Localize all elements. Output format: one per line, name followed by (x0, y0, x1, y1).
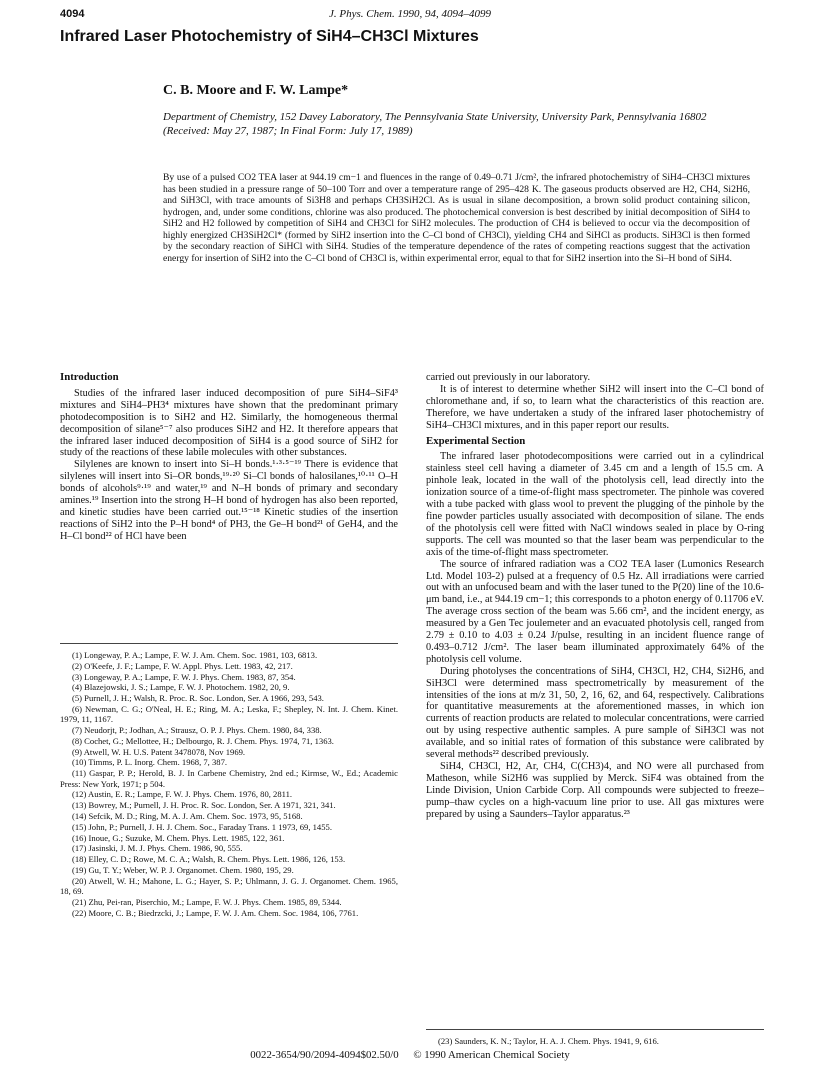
right-column (426, 372, 764, 821)
references-left-list (60, 650, 398, 918)
references-right-divider (426, 1029, 764, 1030)
reference-item: (10) Timms, P. L. Inorg. Chem. 1968, 7, 387. (72, 757, 228, 768)
reference-item: (11) Gaspar, P. P.; Herold, B. J. In Carbene Chemistry, 2nd ed.; Kirmse, W., Ed.; Academic Press: New York, 1971; p 504. (60, 768, 398, 789)
right-paragraph-0: carried out previously in our laboratory. (426, 372, 591, 383)
authors: C. B. Moore and F. W. Lampe* (163, 83, 349, 98)
reference-item: (16) Inoue, G.; Suzuke, M. Chem. Phys. Lett. 1985, 122, 361. (72, 832, 285, 843)
reference-item: (23) Saunders, K. N.; Taylor, H. A. J. Chem. Phys. 1941, 9, 616. (438, 1036, 659, 1046)
reference-item: (5) Purnell, J. H.; Walsh, R. Proc. R. Soc. London, Ser. A 1966, 293, 543. (72, 693, 324, 704)
reference-item: (18) Elley, C. D.; Rowe, M. C. A.; Walsh, R. Chem. Phys. Lett. 1986, 126, 153. (72, 854, 346, 865)
reference-item: (15) John, P.; Purnell, J. H. J. Chem. Soc., Faraday Trans. 1 1973, 69, 1455. (72, 821, 332, 832)
page-number: 4094 (60, 8, 85, 20)
reference-item: (4) Blazejowski, J. S.; Lampe, F. W. J. Photochem. 1982, 20, 9. (72, 682, 290, 693)
footer-code: 0022-3654/90/2094-4094$02.50/0 (250, 1049, 399, 1061)
page-footer (0, 1049, 820, 1061)
references-right (426, 1029, 764, 1046)
references-divider (60, 643, 398, 644)
intro-paragraph-2: Silylenes are known to insert into Si–H bonds.¹·³·⁵⁻¹⁹ There is evidence that silylenes will insert into Si–OR bonds,¹⁹·²⁰ Si–Cl bonds of halosilanes,¹⁰·¹¹ O–H bonds of alcohols⁹·¹⁹ and water,¹⁹ and N–H bonds of primary and secondary amines.¹⁹ Insertion into the strong H–H bond of hydrogen has also been reported, and kinetic studies have been carried out.¹⁵⁻¹⁸ Kinetic studies of the insertion reactions of SiH2 into the P–H bond⁴ of PH3, the Ge–H bond²¹ of GeH4, and the H–Cl bond²² of HCl have been (60, 459, 398, 542)
reference-item: (1) Longeway, P. A.; Lampe, F. W. J. Am. Chem. Soc. 1981, 103, 6813. (72, 650, 318, 660)
experimental-paragraph-1: The infrared laser photodecompositions were carried out in a cylindrical stainless steel cell having a diameter of 3.45 cm and a length of 15.5 cm. A pinhole leak, located in the wall of the photolysis cell, lead directly into the ionization source of a time-of-flight mass spectrometer. The pinhole was covered with a tube packed with glass wool to prevent the plugging of the pinhole by the fine powder particles usually associated with decomposition of silane. The ends of the photolysis cell were fitted with NaCl windows sealed in place by O-ring supports. The cell was mounted so that the laser beam was perpendicular to the axis of the time-of-flight mass spectrometer. (426, 451, 764, 558)
journal-citation: J. Phys. Chem. 1990, 94, 4094–4099 (329, 8, 491, 20)
reference-item: (14) Sefcik, M. D.; Ring, M. A. J. Am. Chem. Soc. 1973, 95, 5168. (72, 810, 303, 821)
article-title: Infrared Laser Photochemistry of SiH4–CH3Cl Mixtures (60, 28, 479, 45)
references-left (60, 643, 398, 918)
footer-copyright: © 1990 American Chemical Society (413, 1049, 570, 1061)
reference-item: (9) Atwell, W. H. U.S. Patent 3478078, Nov 1969. (72, 746, 246, 757)
experimental-heading: Experimental Section (426, 434, 526, 447)
reference-item: (12) Austin, E. R.; Lampe, F. W. J. Phys. Chem. 1976, 80, 2811. (72, 789, 293, 800)
reference-item: (8) Cochet, G.; Mellottee, H.; Delbourgo, R. J. Chem. Phys. 1974, 71, 1363. (72, 735, 334, 746)
reference-item: (2) O'Keefe, J. F.; Lampe, F. W. Appl. Phys. Lett. 1983, 42, 217. (72, 660, 293, 671)
reference-item: (20) Atwell, W. H.; Mahone, L. G.; Hayer, S. P.; Uhlmann, J. G. J. Organomet. Chem. 1965, 18, 69. (60, 875, 398, 897)
experimental-paragraph-3: During photolyses the concentrations of SiH4, CH3Cl, H2, CH4, Si2H6, and SiH3Cl were determined mass spectrometrically by measurement of the intensities of the ions at m/z 31, 50, 2, 16, 62, and 64, respectively. Calibrations for quantitative measurements at the aforementioned masses, in which ion currents of reaction products are related to molecular concentrations, were carried out by using respective authentic samples. A pure sample of SiH3Cl was not available, and so initial rates of formation of this substance were calibrated by several methods²² described previously. (426, 665, 764, 761)
right-paragraph-1: It is of interest to determine whether SiH2 will insert into the C–Cl bond of chloromethane and, if so, to learn what the characteristics of this reaction are. Therefore, we have undertaken a study of the infrared laser photochemistry of SiH4–CH3Cl mixtures, and in this paper report our results. (426, 383, 764, 431)
left-column (60, 372, 398, 543)
references-right-list (426, 1036, 764, 1046)
intro-paragraph-1: Studies of the infrared laser induced decomposition of pure SiH4–SiF4³ mixtures and SiH4–PH3⁴ mixtures have shown that the predominant primary photodecomposition is to SiH2 and H2. Similarly, the homogeneous thermal decomposition of silane⁵⁻⁷ also produces SiH2 and H2. It therefore appears that the infrared laser induced decomposition of SiH4 is a good source of SiH2 for study of the reactions of these labile molecules with other substances. (60, 387, 398, 459)
reference-item: (3) Longeway, P. A.; Lampe, F. W. J. Phys. Chem. 1983, 87, 354. (72, 671, 296, 682)
reference-item: (13) Bowrey, M.; Purnell, J. H. Proc. R. Soc. London, Ser. A 1971, 321, 341. (72, 800, 336, 811)
reference-item: (19) Gu, T. Y.; Weber, W. P. J. Organomet. Chem. 1980, 195, 29. (72, 864, 294, 875)
introduction-heading: Introduction (60, 371, 119, 383)
experimental-paragraph-4: SiH4, CH3Cl, H2, Ar, CH4, C(CH3)4, and NO were all purchased from Matheson, while Si2H6 was supplied by Merck. SiF4 was obtained from the Linde Division, Union Carbide Corp. All compounds were subjected to freeze–pump–thaw cycles on a high-vacuum line prior to use. All gas mixtures were prepared by using a Saunders–Taylor apparatus.²³ (426, 761, 764, 820)
reference-item: (21) Zhu, Pei-ran, Piserchio, M.; Lampe, F. W. J. Phys. Chem. 1985, 89, 5344. (72, 896, 342, 907)
reference-item: (17) Jasinski, J. M. J. Phys. Chem. 1986, 90, 555. (72, 843, 243, 854)
reference-item: (7) Neudorjt, P.; Jodhan, A.; Strausz, O. P. J. Phys. Chem. 1980, 84, 338. (72, 725, 322, 736)
abstract: By use of a pulsed CO2 TEA laser at 944.19 cm−1 and fluences in the range of 0.49–0.71 J/cm², the infrared photochemistry of SiH4–CH3Cl mixtures has been studied in a pressure range of 50–100 Torr and over a temperature range of 295–428 K. The gaseous products observed are H2, CH4, Si2H6, and SiH3Cl, with trace amounts of Si3H8 and perhaps CH3SiH2Cl. As is usual in silane decomposition, a brown solid product containing silicon, hydrogen, and, under some conditions, chlorine was also produced. The photochemical conversion is best described by initial decomposition of SiH4 to SiH2 and H2 followed by competition of SiH4 and CH3Cl for SiH2 molecules. The production of CH4 is believed to occur via the decomposition of highly energized CH3SiH2Cl* (formed by SiH2 insertion into the C–Cl bond of CH3Cl), yielding CH4 and SiHCl as products. SiH3Cl is then formed by the secondary reaction of SiHCl with SiH4. Studies of the temperature dependence of the rates of competing reactions suggest that the activation energy for insertion of SiH2 into the C–Cl bond of CH3Cl is, within experimental error, equal to that for SiH2 insertion into the Si–H bond of SiH4. (163, 172, 750, 264)
affiliation: Department of Chemistry, 152 Davey Laboratory, The Pennsylvania State University, University Park, Pennsylvania 16802 (Received: May 27, 1987; In Final Form: July 17, 1989) (163, 111, 707, 137)
reference-item: (22) Moore, C. B.; Biedrzcki, J.; Lampe, F. W. J. Am. Chem. Soc. 1984, 106, 7761. (72, 907, 359, 918)
running-header (60, 8, 760, 24)
reference-item: (6) Newman, C. G.; O'Neal, H. E.; Ring, M. A.; Leska, F.; Shepley, N. Int. J. Chem. Kinet. 1979, 11, 1167. (60, 703, 398, 725)
experimental-paragraph-2: The source of infrared radiation was a CO2 TEA laser (Lumonics Research Ltd. Model 103-2) pulsed at a frequency of 0.5 Hz. All irradiations were carried out with an unfocused beam and with the laser tuned to the P(20) line of the 10.6-μm band, i.e., at 944.19 cm−1; this corresponds to a photon energy of 0.11706 eV. The average cross section of the beam was 5.66 cm², and the incident energy, as measured by a Gen Tec joulemeter and an evacuated photolysis cell, ranged from 2.79 ± 0.10 to 4.03 ± 0.24 J/pulse, resulting in an incident fluence range of 0.493–0.712 J/cm². The laser beam illuminated approximately 64% of the photolysis cell volume. (426, 558, 765, 665)
